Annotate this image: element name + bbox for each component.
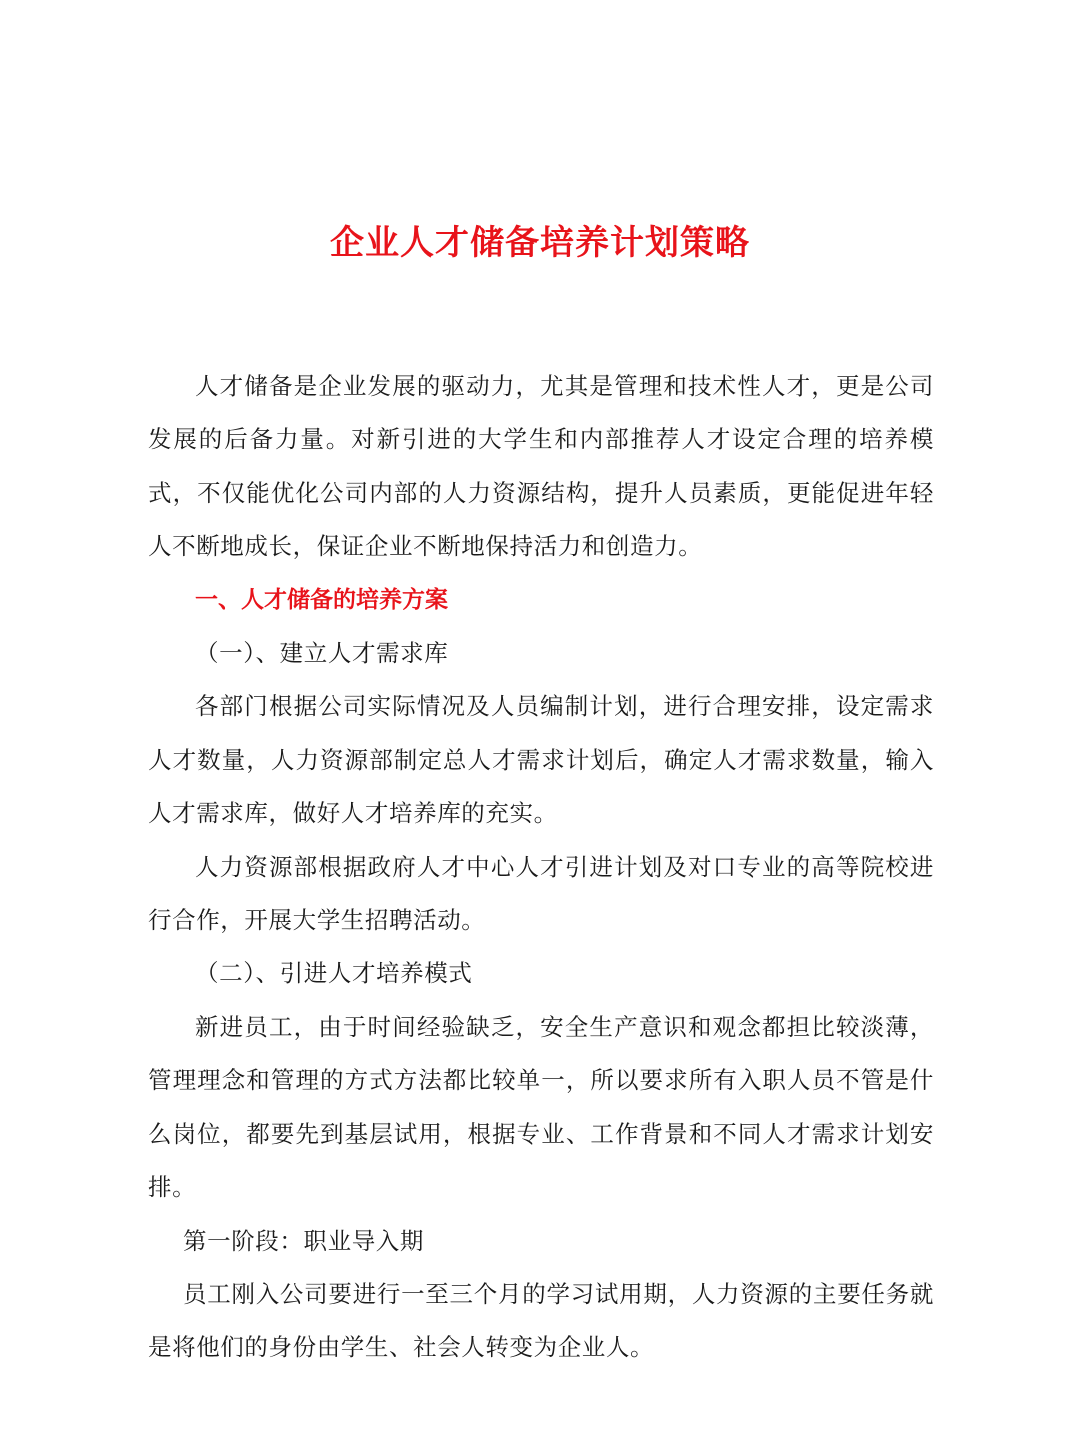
subsection-heading-talent-demand-pool: （一）、建立人才需求库 [195,639,449,668]
paragraph-new-employees: 新进员工，由于时间经验缺乏，安全生产意识和观念都担比较淡薄，管理理念和管理的方式方法都比较单一，所以要求所有入职人员不管是什么岗位，都要先到基层试用，根据专业、工作背景和不同人才需求计划安排。 [148,1012,934,1202]
paragraph-career-entry: 员工刚入公司要进行一至三个月的学习试用期，人力资源的主要任务就是将他们的身份由学生、社会人转变为企业人。 [148,1279,934,1362]
subsection-heading-training-model: （二）、引进人才培养模式 [195,959,473,988]
stage-heading-career-entry: 第一阶段：职业导入期 [183,1226,424,1255]
document-body [148,360,934,1375]
section-heading-talent-plan: 一、人才储备的培养方案 [195,586,448,613]
intro-paragraph: 人才储备是企业发展的驱动力，尤其是管理和技术性人才，更是公司发展的后备力量。对新引进的大学生和内部推荐人才设定合理的培养模式，不仅能优化公司内部的人力资源结构，提升人员素质，更能促进年轻人不断地成长，保证企业不断地保持活力和创造力。 [148,372,934,561]
paragraph-recruitment: 人力资源部根据政府人才中心人才引进计划及对口专业的高等院校进行合作，开展大学生招聘活动。 [148,852,934,935]
paragraph-demand-pool: 各部门根据公司实际情况及人员编制计划，进行合理安排，设定需求人才数量，人力资源部制定总人才需求计划后，确定人才需求数量，输入人才需求库，做好人才培养库的充实。 [148,692,934,828]
document-title: 企业人才储备培养计划策略 [330,223,750,263]
